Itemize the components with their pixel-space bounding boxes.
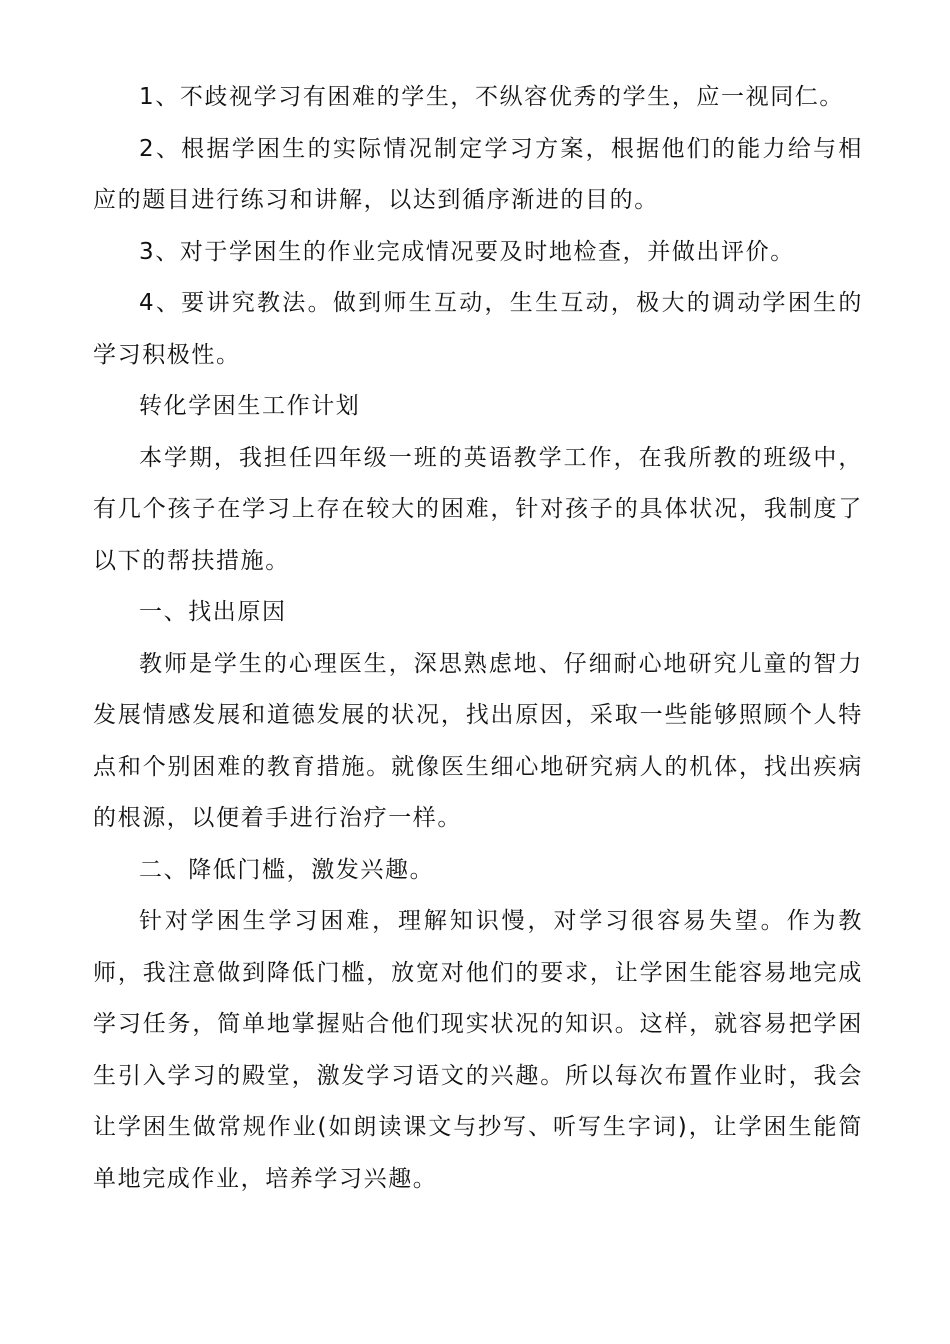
paragraph-item-1: 1、不歧视学习有困难的学生，不纵容优秀的学生，应一视同仁。 bbox=[139, 84, 845, 110]
paragraph-item-4: 4、要讲究教法。做到师生互动，生生互动，极大的调动学困生的学习积极性。 bbox=[93, 290, 863, 368]
paragraph-item-2: 2、根据学困生的实际情况制定学习方案，根据他们的能力给与相应的题目进行练习和讲解，以达到循序渐进的目的。 bbox=[93, 135, 863, 213]
section-heading-lower-threshold: 二、降低门槛，激发兴趣。 bbox=[139, 856, 435, 883]
paragraph-intro: 本学期，我担任四年级一班的英语教学工作，在我所教的班级中，有几个孩子在学习上存在较大的困难，针对孩子的具体状况，我制度了以下的帮扶措施。 bbox=[93, 444, 863, 574]
section-heading-plan: 转化学困生工作计划 bbox=[139, 393, 361, 419]
paragraph-find-causes: 教师是学生的心理医生，深思熟虑地、仔细耐心地研究儿童的智力发展情感发展和道德发展的状况，找出原因，采取一些能够照顾个人特点和个别困难的教育措施。就像医生细心地研究病人的机体，找出疾病的根源，以便着手进行治疗一样。 bbox=[93, 650, 863, 831]
document-body bbox=[93, 72, 863, 1205]
section-heading-find-causes: 一、找出原因 bbox=[139, 599, 287, 625]
paragraph-item-3: 3、对于学困生的作业完成情况要及时地检查，并做出评价。 bbox=[139, 238, 795, 265]
paragraph-lower-threshold: 针对学困生学习困难，理解知识慢，对学习很容易失望。作为教师，我注意做到降低门槛，放宽对他们的要求，让学困生能容易地完成学习任务，简单地掌握贴合他们现实状况的知识。这样，就容易把学困生引入学习的殿堂，激发学习语文的兴趣。所以每次布置作业时，我会让学困生做常规作业(如朗读课文与抄写、听写生字词)，让学困生能简单地完成作业，培养学习兴趣。 bbox=[93, 908, 863, 1192]
